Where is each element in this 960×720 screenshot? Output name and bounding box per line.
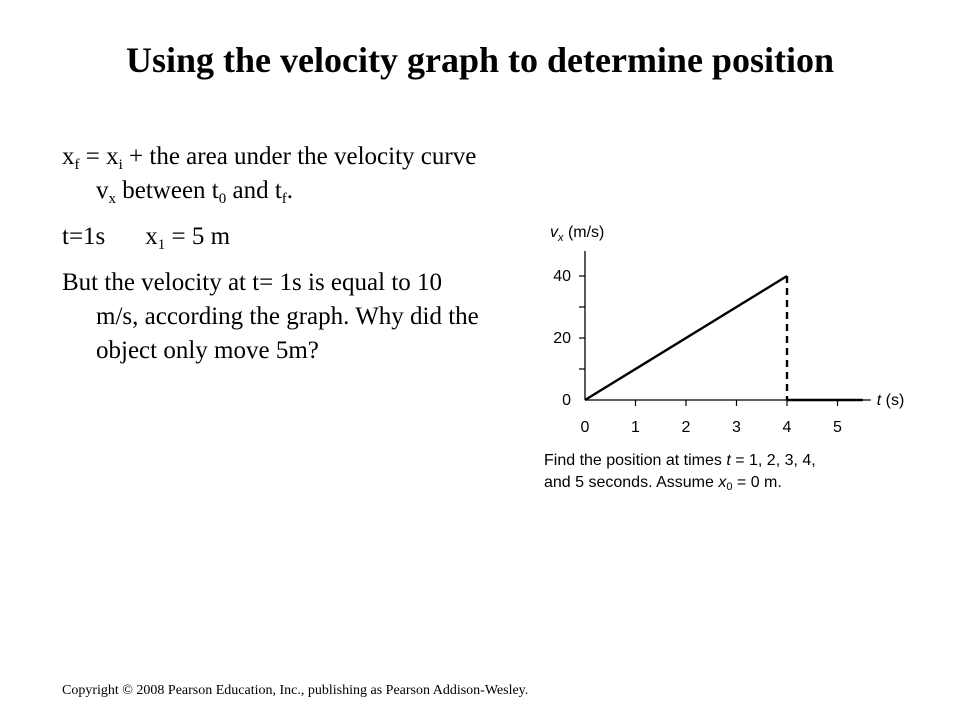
subscript-0: 0 (218, 191, 227, 207)
series-segment-1 (585, 276, 787, 400)
time-value: t=1s (62, 223, 106, 250)
x-tick-label: 2 (681, 419, 691, 436)
velocity-chart-svg (530, 215, 930, 445)
equals-xi: = x (79, 143, 119, 170)
subscript-i: i (118, 157, 123, 173)
subscript-x: x (108, 191, 116, 207)
subscript-1: 1 (157, 237, 166, 253)
x-tick-label: 1 (631, 419, 640, 436)
y-tick-label: 40 (553, 268, 571, 285)
bullet-area-formula (62, 140, 482, 208)
x-tick-label: 0 (580, 419, 590, 436)
x-symbol: x (62, 143, 75, 170)
formula-text-d: . (286, 177, 294, 204)
slide-title: Using the velocity graph to determine position (126, 40, 834, 80)
caption-line-2: and 5 seconds. Assume $x_0 = 0$ m. (544, 474, 782, 493)
bullet-list (62, 140, 482, 368)
graph-caption (544, 450, 924, 494)
subscript-f: f (74, 157, 80, 173)
x-tick-label: 3 (732, 419, 741, 436)
y-tick-label: 0 (562, 392, 571, 409)
x-tick-label: 5 (833, 419, 842, 436)
formula-text-c: and t (226, 177, 282, 204)
caption-line-1: Find the position at times t = 1, 2, 3, 4, (544, 452, 816, 469)
formula-text-b: between t (116, 177, 219, 204)
position-value: = 5 m (165, 223, 231, 250)
x-axis-label: t (s) (876, 392, 905, 409)
y-tick-label: 20 (553, 330, 571, 347)
bullet-example (62, 220, 482, 254)
x-symbol-2: x (145, 223, 158, 250)
subscript-f2: f (281, 191, 287, 207)
y-axis-label: $v_x$ (m/s) (550, 224, 605, 244)
bullet-question: But the velocity at t= 1s is equal to 10 m/s, according the graph. Why did the object only move 5m? (62, 269, 479, 364)
x-tick-label: 4 (782, 419, 792, 436)
formula-text-a: + the area under the velocity curve v (96, 143, 477, 204)
copyright-footer: Copyright © 2008 Pearson Education, Inc., publishing as Pearson Addison-Wesley. (62, 683, 529, 698)
